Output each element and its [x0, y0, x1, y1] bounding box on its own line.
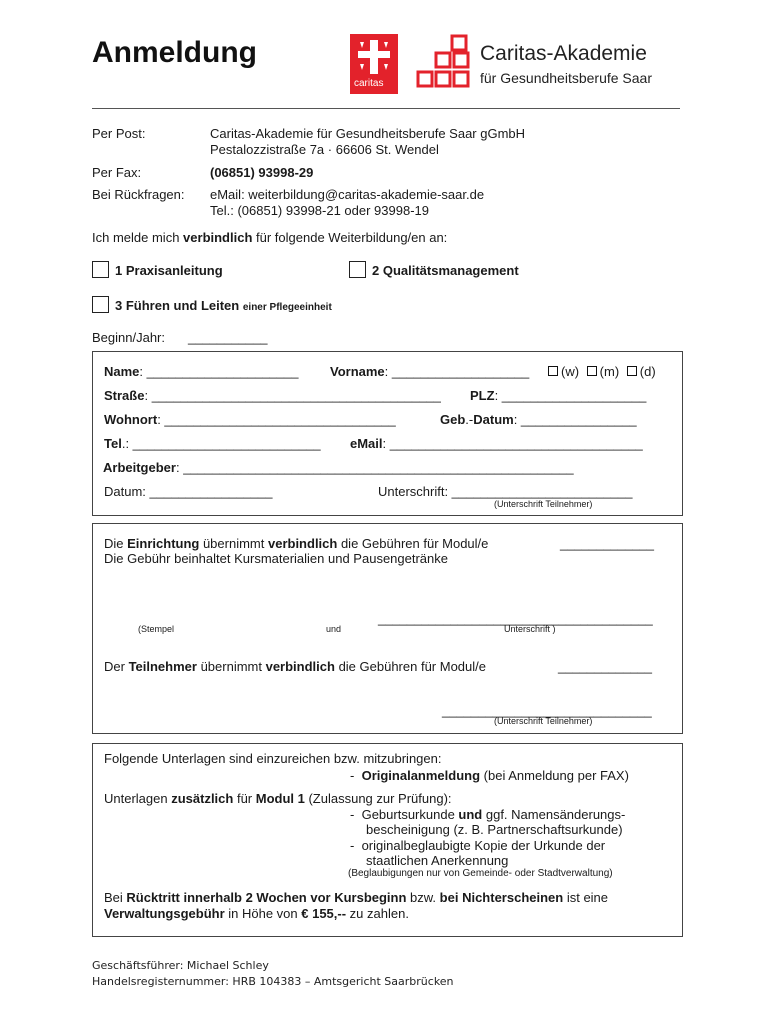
contact-tel: Tel.: (06851) 93998-21 oder 93998-19: [210, 203, 429, 218]
academy-subtitle: für Gesundheitsberufe Saar: [480, 70, 652, 86]
participant-signature-note: (Unterschrift Teilnehmer): [494, 716, 593, 726]
docs-birth-certificate-item: - Geburtsurkunde und ggf. Namensänderungs-: [350, 807, 626, 822]
email-field[interactable]: eMail: ___________________________________: [350, 436, 643, 451]
tel-field[interactable]: Tel.: __________________________: [104, 436, 321, 451]
wohnort-field[interactable]: Wohnort: ________________________________: [104, 412, 396, 427]
plz-field[interactable]: PLZ: ____________________: [470, 388, 647, 403]
docs-original-item: - Originalanmeldung (bei Anmeldung per FAX): [350, 768, 629, 783]
unterschrift-field[interactable]: Unterschrift: _________________________: [378, 484, 633, 499]
fax-label: Per Fax:: [92, 165, 142, 180]
option-qualitaetsmanagement[interactable]: 2 Qualitätsmanagement: [349, 261, 519, 278]
checkbox-m-icon[interactable]: [587, 366, 597, 376]
docs-copy-cont: staatlichen Anerkennung: [366, 853, 509, 868]
begin-label: Beginn/Jahr:: [92, 330, 165, 345]
participant-fee-text: Der Teilnehmer übernimmt verbindlich die Gebühren für Modul/e: [104, 659, 486, 674]
contact-email: eMail: weiterbildung@caritas-akademie-saar.de: [210, 187, 485, 202]
footer-register-number: Handelsregisternummer: HRB 104383 – Amtsgericht Saarbrücken: [92, 975, 454, 988]
docs-birth-certificate-cont: bescheinigung (z. B. Partnerschaftsurkunde): [366, 822, 623, 837]
checkbox-icon[interactable]: [92, 261, 109, 278]
caritas-logo-text: caritas: [354, 78, 384, 89]
page-title: Anmeldung: [92, 36, 257, 69]
checkbox-icon[interactable]: [92, 296, 109, 313]
unterschrift-note: (Unterschrift Teilnehmer): [494, 499, 593, 509]
docs-copy-item: - originalbeglaubigte Kopie der Urkunde der: [350, 838, 606, 853]
post-address-line1: Caritas-Akademie für Gesundheitsberufe Saar gGmbH: [210, 126, 526, 141]
fax-number: (06851) 93998-29: [210, 165, 314, 180]
institution-signature-field[interactable]: ______________________________________: [378, 611, 653, 626]
option-praxisanleitung[interactable]: 1 Praxisanleitung: [92, 261, 223, 278]
docs-certification-note: (Beglaubigungen nur von Gemeinde- oder Stadtverwaltung): [348, 868, 613, 879]
academy-name: Caritas-Akademie: [480, 42, 647, 65]
institution-module-field[interactable]: _____________: [560, 536, 654, 551]
checkbox-icon[interactable]: [349, 261, 366, 278]
participant-module-field[interactable]: _____________: [558, 659, 652, 674]
fee-includes-text: Die Gebühr beinhaltet Kursmaterialien und Pausengetränke: [104, 551, 448, 566]
unterschrift-close-label: Unterschrift ): [504, 624, 556, 634]
administration-fee-text: Verwaltungsgebühr in Höhe von € 155,-- zu zahlen.: [104, 906, 409, 921]
docs-intro: Folgende Unterlagen sind einzureichen bzw. mitzubringen:: [104, 751, 442, 766]
footer-managing-director: Geschäftsführer: Michael Schley: [92, 959, 269, 972]
begin-field[interactable]: ___________: [188, 330, 268, 345]
intro-text: Ich melde mich verbindlich für folgende Weiterbildung/en an:: [92, 230, 448, 245]
option-fuehren-leiten[interactable]: 3 Führen und Leiten einer Pflegeeinheit: [92, 296, 332, 313]
post-address-line2: Pestalozzistraße 7a · 66606 St. Wendel: [210, 142, 439, 157]
geburtsdatum-field[interactable]: Geb.-Datum: ________________: [440, 412, 637, 427]
participant-signature-field[interactable]: _____________________________: [442, 703, 652, 718]
header-divider: [92, 108, 680, 109]
docs-extra-intro: Unterlagen zusätzlich für Modul 1 (Zulassung zur Prüfung):: [104, 791, 452, 806]
und-label: und: [326, 624, 342, 634]
checkbox-w-icon[interactable]: [548, 366, 558, 376]
questions-label: Bei Rückfragen:: [92, 187, 185, 202]
arbeitgeber-field[interactable]: Arbeitgeber: ______________________________________________________: [103, 460, 574, 475]
vorname-field[interactable]: Vorname: ___________________: [330, 364, 530, 379]
name-field[interactable]: Name: _____________________: [104, 364, 299, 379]
academy-blocks-icon: [416, 34, 472, 94]
datum-field[interactable]: Datum: _________________: [104, 484, 273, 499]
post-label: Per Post:: [92, 126, 146, 141]
institution-fee-text: Die Einrichtung übernimmt verbindlich die Gebühren für Modul/e: [104, 536, 489, 551]
stempel-label: (Stempel: [138, 624, 175, 634]
strasse-field[interactable]: Straße: ________________________________________: [104, 388, 441, 403]
checkbox-d-icon[interactable]: [627, 366, 637, 376]
cancellation-text: Bei Rücktritt innerhalb 2 Wochen vor Kursbeginn bzw. bei Nichterscheinen ist eine: [104, 890, 609, 905]
gender-options: (w) (m) (d): [548, 364, 656, 379]
